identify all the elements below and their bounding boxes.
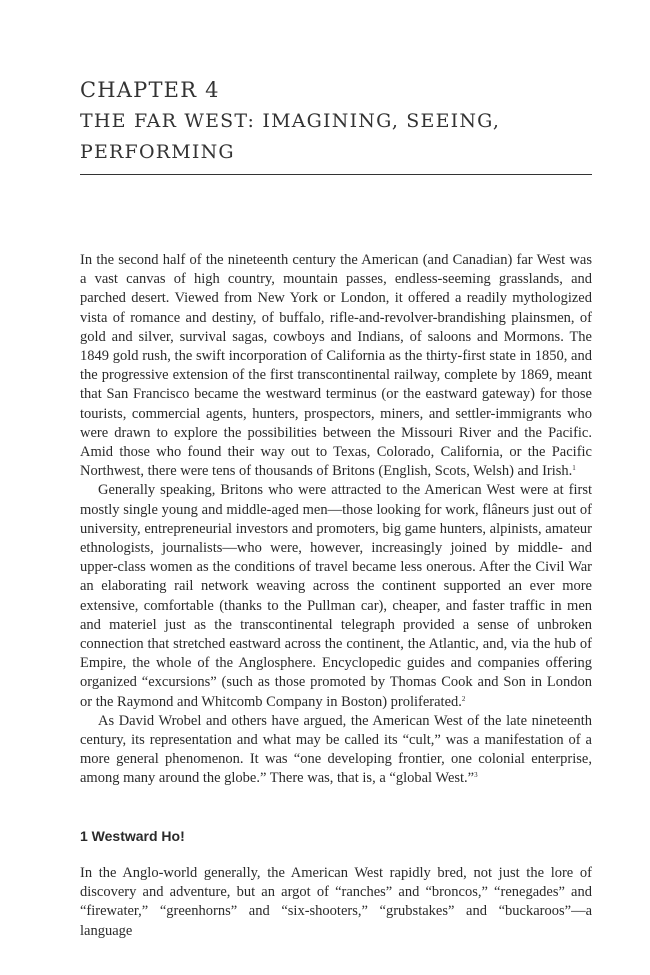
chapter-heading — [80, 74, 592, 168]
footnote-ref-1[interactable]: 1 — [572, 464, 576, 473]
chapter-title-line-2: PERFORMING — [80, 141, 235, 163]
footnote-ref-2[interactable]: 2 — [461, 694, 466, 703]
section-paragraph: In the Anglo-world generally, the American West rapidly bred, not just the lore of discovery and adventure, but an argot of “ranches” and “broncos,” “renegades” and “firewater,” “greenhorns” and “six-shooters,” “grubstakes” and “buckaroos”—a language — [80, 864, 592, 939]
body-text — [80, 251, 592, 941]
paragraph-2-text: Generally speaking, Britons who were attracted to the American West were at first mostly single young and middle-aged men—those looking for work, flâneurs just out of university, entrepreneurial investors and promoters, big game hunters, alpinists, amateur ethnologists, journalists—who were, however, increasingly joined by middle- and upper-class women as the conditions of travel became less onerous. After the Civil War an elaborating rail network weaving across the continent supported an ever more extensive, comfortable (thanks to the Pullman car), cheaper, and faster traffic in men and materiel just as the transcontinental telegraph provided a sense of unbroken connection that stretched eastward across the continent, the Atlantic, and, via the hub of Empire, the whole of the Anglosphere. Encyclopedic guides and companies offering organized “excursions” (such as those promoted by Thomas Cook and Son in London or the Raymond and Whitcomb Company in Boston) proliferated. — [80, 482, 592, 710]
page — [80, 0, 592, 941]
chapter-rule — [80, 174, 592, 175]
section-heading: 1 Westward Ho! — [80, 827, 185, 844]
paragraph-2 — [80, 481, 592, 711]
paragraph-3 — [80, 712, 592, 789]
chapter-label: CHAPTER 4 — [80, 78, 220, 102]
paragraph-1-text: In the second half of the nineteenth century the American (and Canadian) far West was a vast canvas of high country, mountain passes, endless-seeming grasslands, and parched desert. Viewed from New York or London, it offered a readily mythologized vista of romance and destiny, of buffalo, rifle-and-revolver-brandishing plainsmen, of gold and silver, survival sagas, cowboys and Indians, of saloons and Mormons. The 1849 gold rush, the swift incorporation of California as the thirty-first state in 1850, and the progressive extension of the first transcontinental railway, complete by 1869, meant that San Francisco became the westward terminus (or the eastward gateway) for those tourists, commercial agents, hunters, prospectors, miners, and settler-immigrants who were drawn to explore the possibilities between the Missouri River and the Pacific. Amid those who found their way out to Texas, Colorado, California, or the Pacific Northwest, there were tens of thousands of Britons (English, Scots, Welsh) and Irish. — [80, 252, 592, 480]
paragraph-1 — [80, 251, 592, 481]
footnote-ref-3[interactable]: 3 — [474, 771, 478, 780]
chapter-title-line-1: THE FAR WEST: IMAGINING, SEEING, — [80, 110, 501, 132]
paragraph-3-text: As David Wrobel and others have argued, the American West of the late nineteenth century, its representation and what may be called its “cult,” was a manifestation of a more general phenomenon. It was “one developing frontier, one colonial enterprise, among many around the globe.” There was, that is, a “global West.” — [80, 712, 592, 787]
